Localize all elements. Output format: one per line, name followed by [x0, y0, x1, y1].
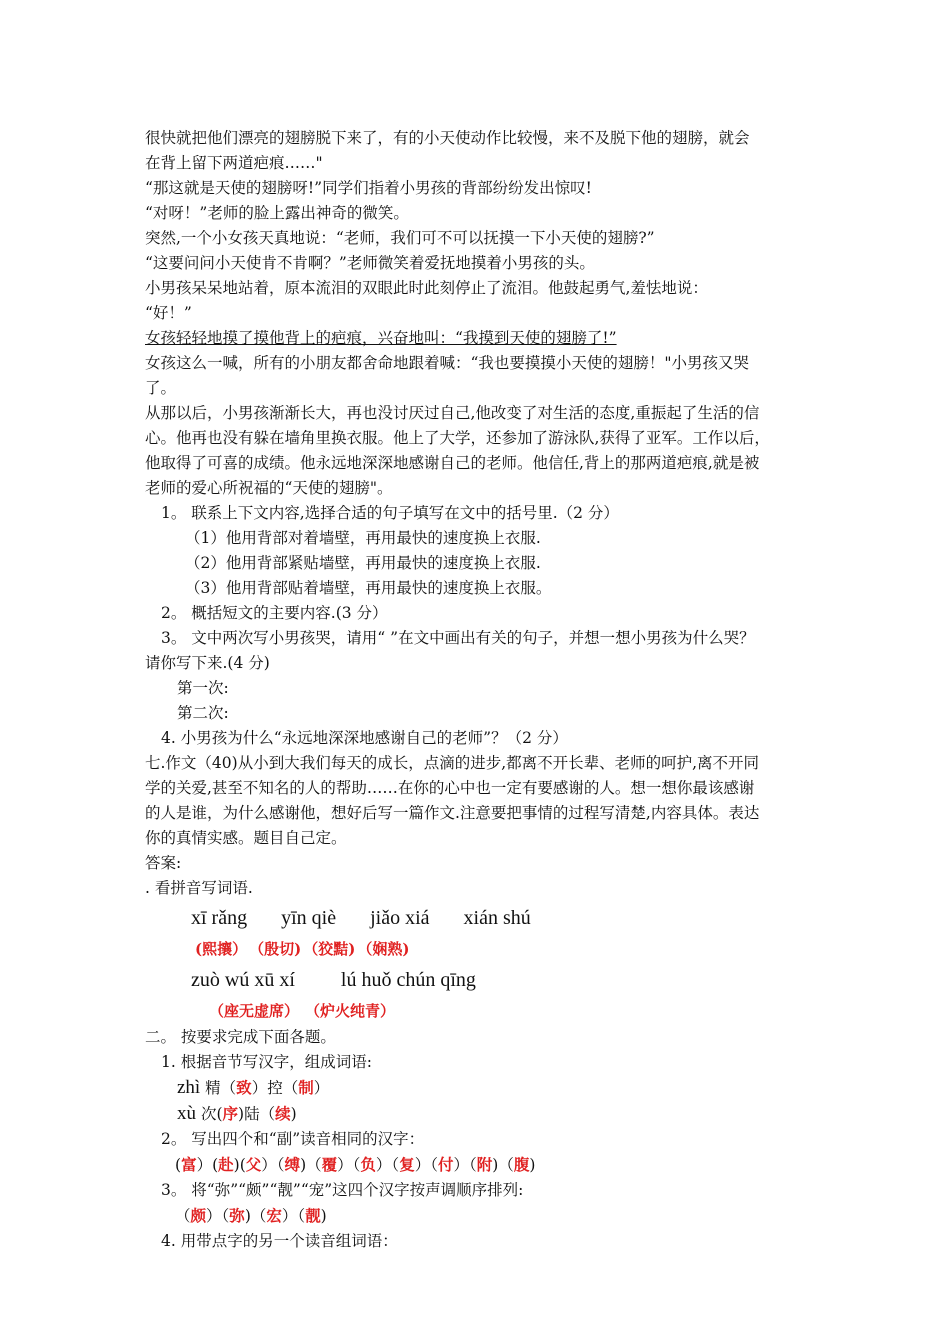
text: )（ — [492, 1156, 514, 1174]
answer-word: （座无虚席） — [209, 1001, 300, 1020]
text: )( — [233, 1156, 246, 1174]
answer-char: 序 — [222, 1104, 239, 1123]
answers-heading: 答案: — [145, 854, 182, 872]
story-line: 在背上留下两道疤痕……" — [145, 154, 323, 172]
answer-word: （娴熟) — [357, 939, 410, 958]
story-line: “这要问问小天使肯不肯啊？”老师微笑着爱抚地摸着小男孩的头。 — [145, 254, 595, 272]
story-line: “那这就是天使的翅膀呀!”同学们指着小男孩的背部纷纷发出惊叹! — [145, 179, 592, 197]
option-3: （3）他用背部贴着墙壁，再用最快的速度换上衣服。 — [185, 579, 552, 597]
answer-char: 复 — [399, 1155, 415, 1174]
question-3: 3。 文中两次写小男孩哭，请用“ ”在文中画出有关的句子，并想一想小男孩为什么哭？ — [161, 629, 755, 647]
essay-prompt: 学的关爱,甚至不知名的人的帮助……在你的心中也一定有要感谢的人。想一想你最该感谢 — [145, 779, 755, 797]
story-line: 了。 — [145, 379, 177, 397]
answer-char: 腹 — [513, 1155, 530, 1174]
text: ）（ — [281, 1207, 306, 1225]
essay-prompt: 你的真情实感。题目自己定。 — [145, 829, 347, 847]
text: )（ — [244, 1207, 267, 1225]
second-time-label: 第二次: — [177, 704, 229, 722]
essay-prompt: 七.作文（40)从小到大我们每天的成长，点滴的进步,都离不开长辈、老师的呵护,离不开同 — [145, 754, 760, 772]
text: ）控（ — [251, 1079, 299, 1097]
answer-word: （殷切) — [249, 939, 302, 958]
story-line: 很快就把他们漂亮的翅膀脱下来了，有的小天使动作比较慢，来不及脱下他的翅膀，就会 — [145, 129, 750, 147]
answer-char: 颇 — [190, 1206, 207, 1225]
pinyin: lú huǒ chún qīng — [340, 968, 476, 991]
question-1: 1。 联系上下文内容,选择合适的句子填写在文中的括号里.（2 分） — [161, 504, 619, 522]
text: ）( — [196, 1156, 219, 1174]
fu-chars-line — [145, 1152, 825, 1178]
story-line: 心。他再也没有躲在墙角里换衣服。他上了大学，还参加了游泳队,获得了亚军。工作以后， — [145, 429, 770, 447]
answer-char: 弥 — [229, 1206, 245, 1225]
answer-char: 靓 — [305, 1206, 321, 1225]
answer-char: 付 — [437, 1155, 454, 1174]
answer-word: (熙攘） — [195, 939, 248, 958]
answer-char: 赴 — [218, 1155, 234, 1174]
text: ）（ — [375, 1156, 400, 1174]
xu-line — [145, 1101, 825, 1127]
pinyin: zhì — [177, 1077, 201, 1098]
pinyin: xù — [177, 1103, 196, 1124]
zhi-line — [145, 1075, 825, 1101]
text: ( — [175, 1156, 182, 1174]
answer-char: 附 — [476, 1155, 493, 1174]
question-4: 4. 小男孩为什么“永远地深深地感谢自己的老师”？（2 分） — [161, 729, 568, 747]
text: ) — [290, 1105, 297, 1123]
text: ）（ — [261, 1156, 285, 1174]
text: ）（ — [414, 1156, 438, 1174]
answers-section-2: 二。 按要求完成下面各题。 — [145, 1028, 336, 1046]
story-line: 老师的爱心所祝福的“天使的翅膀"。 — [145, 479, 393, 497]
answer-2-3: 3。 将“弥”“颇”“靓”“宠”这四个汉字按声调顺序排列: — [161, 1181, 524, 1199]
pinyin: xī rǎng — [191, 906, 248, 929]
pinyin: yīn qiè — [281, 906, 337, 929]
option-1: （1）他用背部对着墙壁，再用最快的速度换上衣服. — [185, 529, 541, 547]
story-line: 女孩这么一喊，所有的小朋友都舍命地跟着喊：“我也要摸摸小天使的翅膀！"小男孩又哭 — [145, 354, 750, 372]
text: （ — [175, 1207, 191, 1225]
pinyin: jiǎo xiá — [370, 906, 430, 929]
story-line: “对呀！”老师的脸上露出神奇的微笑。 — [145, 204, 409, 222]
answer-words-2 — [145, 997, 825, 1025]
text: )陆（ — [238, 1105, 276, 1123]
text: ）（ — [337, 1156, 361, 1174]
answer-char: 富 — [181, 1155, 197, 1174]
answer-2-4: 4. 用带点字的另一个读音组词语： — [161, 1232, 398, 1250]
story-line: “好！” — [145, 304, 192, 322]
question-2: 2。 概括短文的主要内容.(3 分） — [161, 604, 388, 622]
text: ) — [529, 1156, 536, 1174]
answer-char: 致 — [236, 1078, 252, 1097]
answer-char: 父 — [245, 1155, 262, 1174]
answer-words-1 — [145, 935, 825, 963]
story-line: 突然,一个小女孩天真地说：“老师，我们可不可以抚摸一下小天使的翅膀?” — [145, 229, 655, 247]
pinyin-row-2 — [145, 963, 825, 997]
story-line: 他取得了可喜的成绩。他永远地深深地感谢自己的老师。他信任,背上的那两道疤痕,就是被 — [145, 454, 760, 472]
answers-section-1: . 看拼音写词语. — [145, 879, 253, 897]
text: ) — [320, 1207, 327, 1225]
option-2: （2）他用背部紧贴墙壁，再用最快的速度换上衣服. — [185, 554, 541, 572]
text: )（ — [300, 1156, 322, 1174]
pinyin-row-1 — [145, 901, 825, 935]
answer-char: 宏 — [266, 1206, 282, 1225]
pinyin: zuò wú xū xí — [191, 968, 295, 991]
text: ）（ — [453, 1156, 477, 1174]
story-line: 从那以后，小男孩渐渐长大，再也没讨厌过自己,他改变了对生活的态度,重振起了生活的信 — [145, 404, 760, 422]
answer-word: （炉火纯青） — [305, 1001, 396, 1020]
order-chars-line — [145, 1203, 825, 1229]
answer-char: 覆 — [321, 1155, 338, 1174]
story-line: 小男孩呆呆地站着，原本流泪的双眼此时此刻停止了流泪。他鼓起勇气,羞怯地说： — [145, 279, 708, 297]
text: ） — [313, 1079, 330, 1097]
document-page — [145, 126, 825, 1254]
answer-char: 缚 — [284, 1155, 301, 1174]
answer-char: 制 — [298, 1078, 314, 1097]
text: 精（ — [205, 1079, 237, 1097]
essay-prompt: 的人是谁，为什么感谢他，想好后写一篇作文.注意要把事情的过程写清楚,内容具体。表达 — [145, 804, 760, 822]
text: ）（ — [206, 1207, 230, 1225]
text: 次( — [200, 1105, 223, 1123]
answer-char: 负 — [360, 1155, 376, 1174]
pinyin: xián shú — [463, 906, 531, 929]
answer-2-2: 2。 写出四个和“副”读音相同的汉字： — [161, 1130, 425, 1148]
answer-char: 续 — [275, 1104, 291, 1123]
underlined-sentence: 女孩轻轻地摸了摸他背上的疤痕，兴奋地叫：“我摸到天使的翅膀了!” — [145, 329, 617, 347]
answer-2-1: 1. 根据音节写汉字，组成词语: — [161, 1053, 372, 1071]
question-3-cont: 请你写下来.(4 分) — [145, 654, 270, 672]
answer-word: （狡黠) — [303, 939, 356, 958]
first-time-label: 第一次: — [177, 679, 229, 697]
